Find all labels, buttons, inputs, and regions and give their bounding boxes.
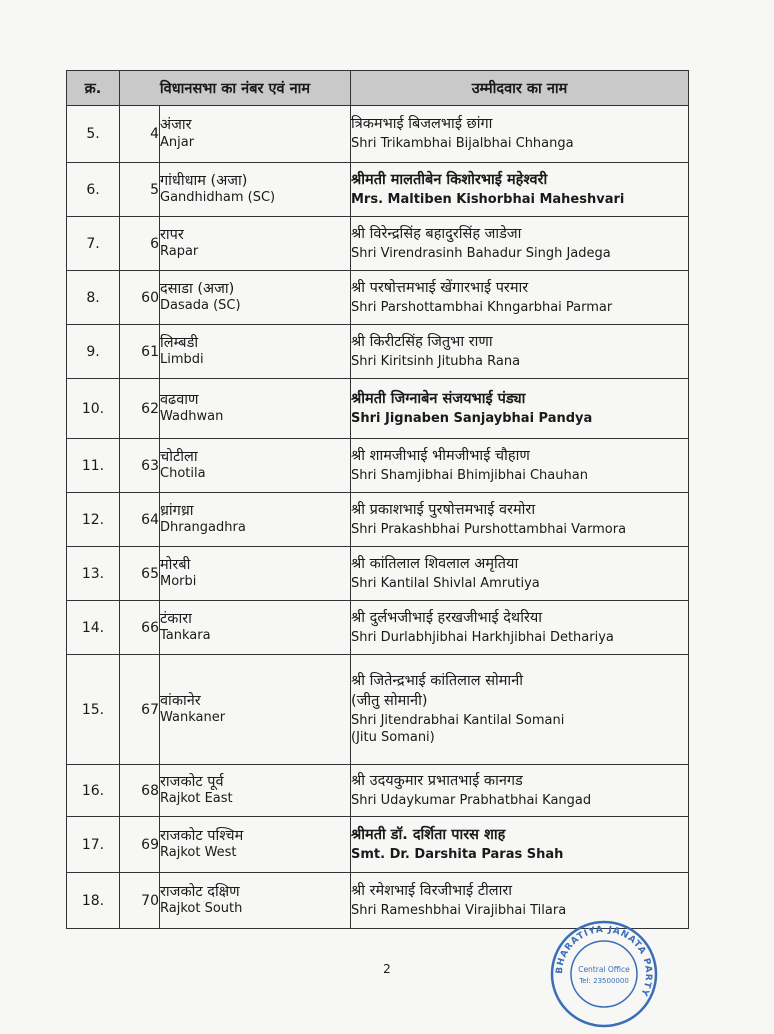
constituency-number: 5 xyxy=(120,163,160,217)
constituency-name-english: Gandhidham (SC) xyxy=(160,190,276,206)
table-row xyxy=(67,547,689,601)
constituency-name xyxy=(160,493,351,547)
constituency-number: 6 xyxy=(120,217,160,271)
constituency-name-english: Anjar xyxy=(160,134,195,150)
candidate-name-english: Shri Prakashbhai Purshottambhai Varmora xyxy=(351,521,627,537)
candidate-name xyxy=(351,601,689,655)
seal-line2: Tel: 23500000 xyxy=(579,977,629,985)
candidate-alias-hindi: (जीतु सोमानी) xyxy=(351,692,428,709)
constituency-name-english: Wadhwan xyxy=(160,409,224,425)
constituency-name-hindi: राजकोट पूर्व xyxy=(160,773,224,790)
candidate-name xyxy=(351,547,689,601)
candidate-name-hindi: श्री शामजीभाई भीमजीभाई चौहाण xyxy=(351,447,530,464)
candidate-name-english: Shri Rameshbhai Virajibhai Tilara xyxy=(351,902,567,918)
constituency-name xyxy=(160,817,351,873)
candidate-alias-english: (Jitu Somani) xyxy=(351,730,435,746)
candidate-name xyxy=(351,379,689,439)
seal-outer-ring xyxy=(552,922,656,1026)
table-row xyxy=(67,601,689,655)
candidate-name-hindi: श्री विरेन्द्रसिंह बहादुरसिंह जाडेजा xyxy=(351,225,522,242)
candidate-name-hindi: श्री जितेन्द्रभाई कांतिलाल सोमानी xyxy=(351,673,523,690)
candidate-name-hindi: श्री रमेशभाई विरजीभाई टीलारा xyxy=(351,882,513,899)
constituency-number: 4 xyxy=(120,106,160,163)
table-row xyxy=(67,655,689,765)
candidate-name-english: Shri Udaykumar Prabhatbhai Kangad xyxy=(351,792,592,808)
table-row xyxy=(67,493,689,547)
constituency-name xyxy=(160,873,351,929)
candidate-name xyxy=(351,106,689,163)
constituency-name xyxy=(160,765,351,817)
candidate-name xyxy=(351,765,689,817)
candidate-name-english: Shri Trikambhai Bijalbhai Chhanga xyxy=(351,136,574,151)
candidate-name xyxy=(351,325,689,379)
seal-ring-text: BHARATIYA JANATA PARTY xyxy=(554,924,654,998)
serial-number: 18. xyxy=(67,873,120,929)
candidate-name-english: Shri Jignaben Sanjaybhai Pandya xyxy=(351,410,593,426)
constituency-number: 60 xyxy=(120,271,160,325)
serial-number: 10. xyxy=(67,379,120,439)
table-body xyxy=(67,106,689,929)
constituency-name-hindi: वांकानेर xyxy=(160,692,201,709)
serial-number: 5. xyxy=(67,106,120,163)
candidate-name xyxy=(351,439,689,493)
candidate-name-hindi: श्री प्रकाशभाई पुरषोत्तमभाई वरमोरा xyxy=(351,501,536,518)
seal-inner-ring xyxy=(571,941,637,1007)
header-constituency: विधानसभा का नंबर एवं नाम xyxy=(120,71,351,106)
constituency-name-hindi: अंजार xyxy=(160,117,192,134)
constituency-number: 63 xyxy=(120,439,160,493)
serial-number: 12. xyxy=(67,493,120,547)
table-header-row xyxy=(67,71,689,106)
constituency-name-english: Dhrangadhra xyxy=(160,520,246,536)
seal-line1: Central Office xyxy=(578,965,630,974)
candidate-name xyxy=(351,217,689,271)
constituency-name-english: Chotila xyxy=(160,466,206,482)
serial-number: 14. xyxy=(67,601,120,655)
constituency-name-hindi: राजकोट दक्षिण xyxy=(160,883,240,900)
candidate-table xyxy=(66,70,689,929)
table-row xyxy=(67,163,689,217)
constituency-name-hindi: मोरबी xyxy=(160,556,191,573)
constituency-number: 64 xyxy=(120,493,160,547)
constituency-name xyxy=(160,601,351,655)
serial-number: 13. xyxy=(67,547,120,601)
candidate-name-hindi: श्रीमती मालतीबेन किशोरभाई महेश्वरी xyxy=(351,171,548,188)
constituency-name xyxy=(160,271,351,325)
constituency-name-hindi: रापर xyxy=(160,226,184,243)
table-row xyxy=(67,217,689,271)
constituency-number: 69 xyxy=(120,817,160,873)
constituency-name xyxy=(160,547,351,601)
constituency-name xyxy=(160,325,351,379)
constituency-name-english: Tankara xyxy=(160,628,211,644)
candidate-name-english: Shri Kantilal Shivlal Amrutiya xyxy=(351,575,540,591)
constituency-name xyxy=(160,379,351,439)
constituency-name-hindi: वढवाण xyxy=(160,391,199,408)
constituency-name-english: Morbi xyxy=(160,574,197,590)
constituency-name-hindi: दसाडा (अजा) xyxy=(160,280,235,297)
candidate-name-hindi: त्रिकमभाई बिजलभाई छांगा xyxy=(351,116,493,133)
constituency-name xyxy=(160,163,351,217)
constituency-number: 61 xyxy=(120,325,160,379)
serial-number: 15. xyxy=(67,655,120,765)
table-row xyxy=(67,817,689,873)
candidate-name-english: Shri Virendrasinh Bahadur Singh Jadega xyxy=(351,245,611,261)
candidate-name-english: Shri Kiritsinh Jitubha Rana xyxy=(351,353,521,369)
serial-number: 11. xyxy=(67,439,120,493)
candidate-name-english: Shri Durlabhjibhai Harkhjibhai Dethariya xyxy=(351,629,614,645)
table-row xyxy=(67,271,689,325)
constituency-name-english: Rapar xyxy=(160,244,199,260)
constituency-name xyxy=(160,655,351,765)
serial-number: 7. xyxy=(67,217,120,271)
constituency-number: 68 xyxy=(120,765,160,817)
candidate-name-hindi: श्रीमती जिग्नाबेन संजयभाई पंड्या xyxy=(351,390,526,407)
constituency-name xyxy=(160,106,351,163)
candidate-name-english: Shri Shamjibhai Bhimjibhai Chauhan xyxy=(351,467,588,483)
page-number: 2 xyxy=(383,962,391,976)
constituency-name xyxy=(160,217,351,271)
candidate-name-hindi: श्री किरीटसिंह जितुभा राणा xyxy=(351,333,493,350)
serial-number: 8. xyxy=(67,271,120,325)
constituency-number: 66 xyxy=(120,601,160,655)
candidate-name xyxy=(351,493,689,547)
table-row xyxy=(67,106,689,163)
table-row xyxy=(67,765,689,817)
constituency-name-english: Rajkot West xyxy=(160,845,237,861)
seal-graphic xyxy=(548,918,660,1030)
constituency-name-hindi: ध्रांगध्रा xyxy=(160,502,194,519)
candidate-name-english: Shri Jitendrabhai Kantilal Somani xyxy=(351,712,565,728)
header-candidate: उम्मीदवार का नाम xyxy=(351,71,689,106)
table-row xyxy=(67,439,689,493)
constituency-name-english: Wankaner xyxy=(160,710,226,726)
serial-number: 16. xyxy=(67,765,120,817)
candidate-name-english: Mrs. Maltiben Kishorbhai Maheshvari xyxy=(351,191,625,207)
constituency-name xyxy=(160,439,351,493)
candidate-name-hindi: श्री कांतिलाल शिवलाल अमृतिया xyxy=(351,555,519,572)
table-row xyxy=(67,325,689,379)
candidate-name xyxy=(351,817,689,873)
constituency-name-hindi: गांधीधाम (अजा) xyxy=(160,172,248,189)
constituency-number: 62 xyxy=(120,379,160,439)
constituency-name-english: Rajkot South xyxy=(160,901,243,917)
candidate-name xyxy=(351,163,689,217)
candidate-name-english: Smt. Dr. Darshita Paras Shah xyxy=(351,846,564,862)
constituency-number: 67 xyxy=(120,655,160,765)
constituency-name-hindi: लिम्बडी xyxy=(160,334,199,351)
constituency-name-hindi: टंकारा xyxy=(160,610,192,627)
candidate-name-hindi: श्री दुर्लभजीभाई हरखजीभाई देथरिया xyxy=(351,609,543,626)
constituency-number: 70 xyxy=(120,873,160,929)
candidate-name-hindi: श्री उदयकुमार प्रभातभाई कानगड xyxy=(351,772,523,789)
table-row xyxy=(67,379,689,439)
constituency-name-english: Limbdi xyxy=(160,352,204,368)
candidate-name-hindi: श्रीमती डॉ. दर्शिता पारस शाह xyxy=(351,826,506,843)
constituency-name-english: Dasada (SC) xyxy=(160,298,241,314)
candidate-name-english: Shri Parshottambhai Khngarbhai Parmar xyxy=(351,299,613,315)
candidate-name-hindi: श्री परषोत्तमभाई खेंगारभाई परमार xyxy=(351,279,529,296)
header-sr: क्र. xyxy=(67,71,120,106)
serial-number: 9. xyxy=(67,325,120,379)
constituency-name-english: Rajkot East xyxy=(160,791,233,807)
party-seal xyxy=(548,918,660,1030)
constituency-name-hindi: राजकोट पश्चिम xyxy=(160,827,244,844)
serial-number: 17. xyxy=(67,817,120,873)
candidate-name xyxy=(351,655,689,765)
constituency-name-hindi: चोटीला xyxy=(160,448,198,465)
serial-number: 6. xyxy=(67,163,120,217)
constituency-number: 65 xyxy=(120,547,160,601)
candidate-name xyxy=(351,271,689,325)
